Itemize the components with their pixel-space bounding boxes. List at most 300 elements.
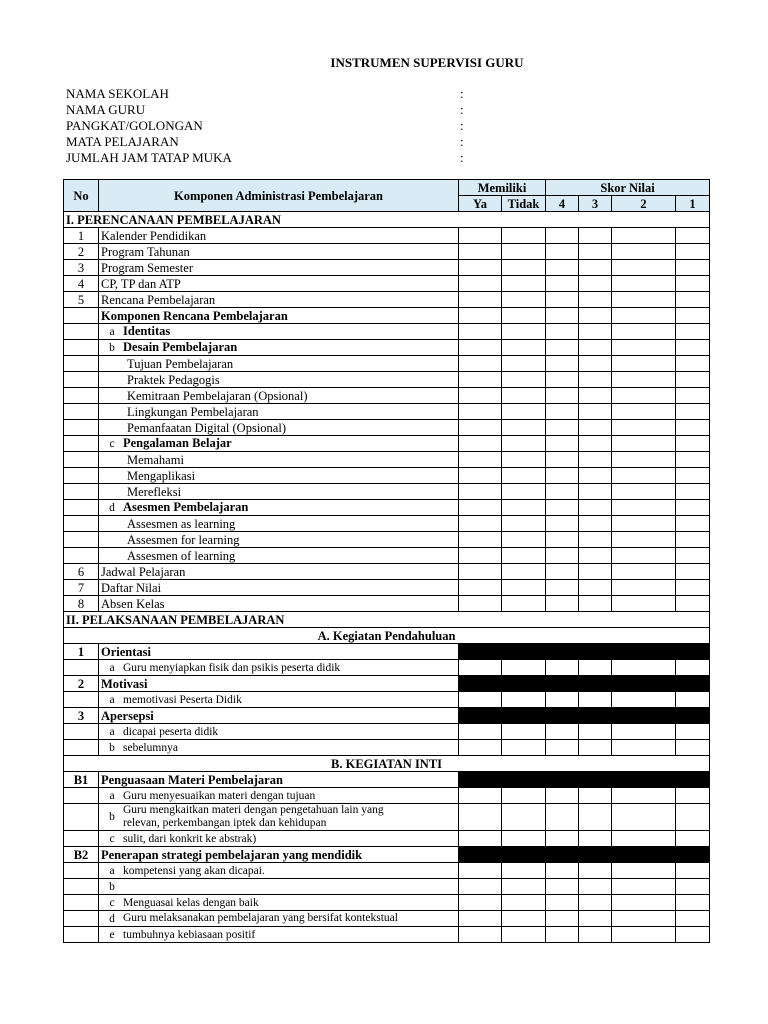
score-cell[interactable] bbox=[612, 276, 676, 292]
checkbox-cell[interactable] bbox=[502, 372, 546, 388]
header-row bbox=[64, 180, 710, 196]
row-number: 8 bbox=[64, 596, 99, 612]
score-cell[interactable] bbox=[612, 388, 676, 404]
score-cell[interactable] bbox=[579, 436, 612, 452]
checkbox-cell[interactable] bbox=[502, 244, 546, 260]
checkbox-cell[interactable] bbox=[459, 292, 502, 308]
score-cell[interactable] bbox=[579, 356, 612, 372]
score-cell[interactable] bbox=[579, 244, 612, 260]
checkbox-cell[interactable] bbox=[459, 879, 502, 895]
col-skor-header: Skor Nilai bbox=[546, 180, 710, 196]
score-cell[interactable] bbox=[676, 724, 710, 740]
table-row bbox=[64, 372, 710, 388]
row-label: Mengaplikasi bbox=[99, 468, 459, 484]
table-row bbox=[64, 404, 710, 420]
score-cell[interactable] bbox=[676, 404, 710, 420]
table-row bbox=[64, 911, 710, 927]
score-cell[interactable] bbox=[579, 548, 612, 564]
black-bar bbox=[459, 708, 710, 724]
score-cell[interactable] bbox=[676, 324, 710, 340]
score-cell[interactable] bbox=[546, 468, 579, 484]
score-cell[interactable] bbox=[546, 372, 579, 388]
checkbox-cell[interactable] bbox=[502, 831, 546, 847]
subsection-row bbox=[64, 628, 710, 644]
score-cell[interactable] bbox=[676, 372, 710, 388]
score-cell[interactable] bbox=[612, 596, 676, 612]
score-cell[interactable] bbox=[612, 804, 676, 831]
checkbox-cell[interactable] bbox=[502, 324, 546, 340]
score-cell[interactable] bbox=[546, 804, 579, 831]
row-label-text: Guru melaksanakan pembelajaran yang bersifat kontekstual bbox=[123, 912, 398, 924]
subsection-title: B. KEGIATAN INTI bbox=[64, 756, 710, 772]
score-cell[interactable] bbox=[676, 863, 710, 879]
score-cell[interactable] bbox=[546, 740, 579, 756]
checkbox-cell[interactable] bbox=[502, 276, 546, 292]
checkbox-cell[interactable] bbox=[502, 564, 546, 580]
section-title: II. PELAKSANAAN PEMBELAJARAN bbox=[64, 612, 710, 628]
score-cell[interactable] bbox=[579, 532, 612, 548]
score-cell[interactable] bbox=[546, 564, 579, 580]
score-cell[interactable] bbox=[579, 804, 612, 831]
checkbox-cell[interactable] bbox=[502, 580, 546, 596]
score-cell[interactable] bbox=[579, 895, 612, 911]
info-row bbox=[66, 150, 464, 166]
score-cell[interactable] bbox=[546, 516, 579, 532]
checkbox-cell[interactable] bbox=[502, 596, 546, 612]
section-row bbox=[64, 212, 710, 228]
checkbox-cell[interactable] bbox=[502, 292, 546, 308]
score-cell[interactable] bbox=[546, 292, 579, 308]
score-cell[interactable] bbox=[546, 276, 579, 292]
row-label bbox=[99, 911, 459, 927]
row-label: Assesmen as learning bbox=[99, 516, 459, 532]
checkbox-cell[interactable] bbox=[459, 276, 502, 292]
row-number: 3 bbox=[64, 708, 99, 724]
score-cell[interactable] bbox=[579, 788, 612, 804]
score-cell[interactable] bbox=[612, 740, 676, 756]
row-label bbox=[99, 863, 459, 879]
checkbox-cell[interactable] bbox=[502, 660, 546, 676]
row-letter: a bbox=[109, 790, 115, 802]
score-cell[interactable] bbox=[579, 292, 612, 308]
score-cell[interactable] bbox=[676, 596, 710, 612]
row-label: Kalender Pendidikan bbox=[99, 228, 459, 244]
score-cell[interactable] bbox=[676, 692, 710, 708]
score-cell[interactable] bbox=[676, 292, 710, 308]
score-cell[interactable] bbox=[612, 372, 676, 388]
score-cell[interactable] bbox=[612, 292, 676, 308]
score-cell[interactable] bbox=[546, 404, 579, 420]
table-row bbox=[64, 484, 710, 500]
score-cell[interactable] bbox=[579, 911, 612, 927]
checkbox-cell[interactable] bbox=[459, 564, 502, 580]
score-cell[interactable] bbox=[676, 804, 710, 831]
score-cell[interactable] bbox=[676, 228, 710, 244]
table-row bbox=[64, 548, 710, 564]
score-cell[interactable] bbox=[676, 436, 710, 452]
score-cell[interactable] bbox=[579, 863, 612, 879]
score-cell[interactable] bbox=[546, 324, 579, 340]
row-label bbox=[99, 436, 459, 452]
row-letter: d bbox=[109, 502, 115, 514]
info-label: NAMA GURU bbox=[66, 102, 146, 117]
checkbox-cell[interactable] bbox=[459, 244, 502, 260]
checkbox-cell[interactable] bbox=[459, 660, 502, 676]
score-cell[interactable] bbox=[676, 564, 710, 580]
col-memiliki-header: Memiliki bbox=[459, 180, 546, 196]
checkbox-cell[interactable] bbox=[502, 404, 546, 420]
document-title: INSTRUMEN SUPERVISI GURU bbox=[330, 55, 524, 70]
group-row bbox=[64, 847, 710, 863]
score-cell[interactable] bbox=[612, 863, 676, 879]
table-row bbox=[64, 468, 710, 484]
score-cell[interactable] bbox=[612, 484, 676, 500]
row-label-text: Menguasai kelas dengan baik bbox=[123, 897, 259, 909]
checkbox-cell[interactable] bbox=[459, 356, 502, 372]
score-cell[interactable] bbox=[579, 452, 612, 468]
score-cell[interactable] bbox=[579, 260, 612, 276]
row-label: Rencana Pembelajaran bbox=[99, 292, 459, 308]
score-cell[interactable] bbox=[676, 388, 710, 404]
row-letter: c bbox=[109, 438, 115, 450]
score-cell[interactable] bbox=[612, 788, 676, 804]
score-cell[interactable] bbox=[546, 484, 579, 500]
score-cell[interactable] bbox=[546, 660, 579, 676]
score-cell[interactable] bbox=[612, 724, 676, 740]
score-cell[interactable] bbox=[612, 580, 676, 596]
checkbox-cell[interactable] bbox=[459, 596, 502, 612]
checkbox-cell[interactable] bbox=[459, 228, 502, 244]
score-cell[interactable] bbox=[676, 452, 710, 468]
checkbox-cell[interactable] bbox=[502, 356, 546, 372]
checkbox-cell[interactable] bbox=[459, 580, 502, 596]
checkbox-cell[interactable] bbox=[502, 452, 546, 468]
score-cell[interactable] bbox=[676, 740, 710, 756]
score-cell[interactable] bbox=[612, 260, 676, 276]
score-cell[interactable] bbox=[579, 879, 612, 895]
score-cell[interactable] bbox=[612, 356, 676, 372]
score-cell[interactable] bbox=[612, 468, 676, 484]
score-cell[interactable] bbox=[676, 911, 710, 927]
checkbox-cell[interactable] bbox=[502, 532, 546, 548]
row-letter: a bbox=[109, 662, 115, 674]
checkbox-cell[interactable] bbox=[459, 484, 502, 500]
score-cell[interactable] bbox=[546, 500, 579, 516]
score-cell[interactable] bbox=[546, 692, 579, 708]
score-cell[interactable] bbox=[546, 863, 579, 879]
row-label bbox=[99, 740, 459, 756]
checkbox-cell[interactable] bbox=[459, 260, 502, 276]
score-cell[interactable] bbox=[676, 260, 710, 276]
col-tidak-header: Tidak bbox=[502, 196, 546, 212]
checkbox-cell[interactable] bbox=[502, 863, 546, 879]
score-cell[interactable] bbox=[579, 228, 612, 244]
score-cell[interactable] bbox=[579, 692, 612, 708]
checkbox-cell[interactable] bbox=[459, 324, 502, 340]
table-row bbox=[64, 500, 710, 516]
score-cell[interactable] bbox=[579, 484, 612, 500]
score-cell[interactable] bbox=[612, 660, 676, 676]
row-label bbox=[99, 831, 459, 847]
score-cell[interactable] bbox=[579, 324, 612, 340]
row-label-text: Guru menyiapkan fisik dan psikis peserta didik bbox=[123, 662, 341, 674]
checkbox-cell[interactable] bbox=[502, 692, 546, 708]
score-cell[interactable] bbox=[579, 740, 612, 756]
info-label: PANGKAT/GOLONGAN bbox=[66, 118, 203, 133]
score-cell[interactable] bbox=[612, 452, 676, 468]
checkbox-cell[interactable] bbox=[459, 388, 502, 404]
row-label bbox=[99, 895, 459, 911]
table-row bbox=[64, 879, 710, 895]
table-row bbox=[64, 244, 710, 260]
score-cell[interactable] bbox=[579, 500, 612, 516]
score-cell[interactable] bbox=[579, 276, 612, 292]
score-cell[interactable] bbox=[579, 564, 612, 580]
group-row bbox=[64, 772, 710, 788]
row-label bbox=[99, 324, 459, 340]
score-cell[interactable] bbox=[612, 436, 676, 452]
score-cell[interactable] bbox=[579, 831, 612, 847]
checkbox-cell[interactable] bbox=[459, 516, 502, 532]
score-cell[interactable] bbox=[676, 468, 710, 484]
row-label bbox=[99, 340, 459, 356]
checkbox-cell[interactable] bbox=[502, 388, 546, 404]
score-cell[interactable] bbox=[676, 356, 710, 372]
score-cell[interactable] bbox=[546, 420, 579, 436]
row-label: Pemanfaatan Digital (Opsional) bbox=[99, 420, 459, 436]
checkbox-cell[interactable] bbox=[459, 548, 502, 564]
score-cell[interactable] bbox=[579, 340, 612, 356]
score-cell[interactable] bbox=[676, 895, 710, 911]
col-score-1-header: 1 bbox=[676, 196, 710, 212]
info-label: NAMA SEKOLAH bbox=[66, 86, 169, 101]
row-label: Kemitraan Pembelajaran (Opsional) bbox=[99, 388, 459, 404]
score-cell[interactable] bbox=[546, 788, 579, 804]
score-cell[interactable] bbox=[546, 388, 579, 404]
table-row bbox=[64, 420, 710, 436]
table-row bbox=[64, 788, 710, 804]
score-cell[interactable] bbox=[612, 404, 676, 420]
checkbox-cell[interactable] bbox=[459, 452, 502, 468]
table-row bbox=[64, 740, 710, 756]
checkbox-cell[interactable] bbox=[502, 260, 546, 276]
row-number: 1 bbox=[64, 644, 99, 660]
score-cell[interactable] bbox=[676, 580, 710, 596]
score-cell[interactable] bbox=[612, 831, 676, 847]
score-cell[interactable] bbox=[612, 911, 676, 927]
score-cell[interactable] bbox=[546, 340, 579, 356]
info-colon: : bbox=[460, 102, 464, 117]
score-cell[interactable] bbox=[579, 660, 612, 676]
table-row bbox=[64, 356, 710, 372]
table-row bbox=[64, 692, 710, 708]
score-cell[interactable] bbox=[546, 927, 579, 943]
score-cell[interactable] bbox=[676, 516, 710, 532]
score-cell[interactable] bbox=[612, 879, 676, 895]
checkbox-cell[interactable] bbox=[502, 500, 546, 516]
score-cell[interactable] bbox=[612, 564, 676, 580]
section-row bbox=[64, 612, 710, 628]
score-cell[interactable] bbox=[676, 927, 710, 943]
score-cell[interactable] bbox=[676, 831, 710, 847]
checkbox-cell[interactable] bbox=[459, 372, 502, 388]
score-cell[interactable] bbox=[676, 532, 710, 548]
checkbox-cell[interactable] bbox=[459, 831, 502, 847]
row-label bbox=[99, 927, 459, 943]
row-label-text: kompetensi yang akan dicapai. bbox=[123, 865, 265, 877]
score-cell[interactable] bbox=[546, 228, 579, 244]
score-cell[interactable] bbox=[612, 228, 676, 244]
score-cell[interactable] bbox=[546, 724, 579, 740]
checkbox-cell[interactable] bbox=[502, 484, 546, 500]
checkbox-cell[interactable] bbox=[459, 724, 502, 740]
row-label-text: Guru menyesuaikan materi dengan tujuan bbox=[123, 790, 316, 802]
table-row bbox=[64, 580, 710, 596]
checkbox-cell[interactable] bbox=[459, 404, 502, 420]
row-label: Penguasaan Materi Pembelajaran bbox=[99, 772, 459, 788]
score-cell[interactable] bbox=[546, 356, 579, 372]
score-cell[interactable] bbox=[546, 532, 579, 548]
checkbox-cell[interactable] bbox=[502, 804, 546, 831]
checkbox-cell[interactable] bbox=[502, 340, 546, 356]
checkbox-cell[interactable] bbox=[502, 548, 546, 564]
checkbox-cell[interactable] bbox=[459, 927, 502, 943]
score-cell[interactable] bbox=[676, 276, 710, 292]
table-row bbox=[64, 388, 710, 404]
score-cell[interactable] bbox=[612, 895, 676, 911]
checkbox-cell[interactable] bbox=[459, 532, 502, 548]
checkbox-cell[interactable] bbox=[459, 436, 502, 452]
row-number: 2 bbox=[64, 244, 99, 260]
checkbox-cell[interactable] bbox=[459, 500, 502, 516]
row-letter: a bbox=[109, 326, 115, 338]
checkbox-cell[interactable] bbox=[502, 516, 546, 532]
score-cell[interactable] bbox=[676, 500, 710, 516]
score-cell[interactable] bbox=[676, 484, 710, 500]
table-row bbox=[64, 340, 710, 356]
score-cell[interactable] bbox=[546, 895, 579, 911]
checkbox-cell[interactable] bbox=[502, 740, 546, 756]
score-cell[interactable] bbox=[579, 468, 612, 484]
checkbox-cell[interactable] bbox=[502, 911, 546, 927]
info-row bbox=[66, 86, 464, 102]
score-cell[interactable] bbox=[546, 436, 579, 452]
checkbox-cell[interactable] bbox=[502, 788, 546, 804]
score-cell[interactable] bbox=[676, 879, 710, 895]
score-cell[interactable] bbox=[676, 420, 710, 436]
score-cell[interactable] bbox=[612, 532, 676, 548]
checkbox-cell[interactable] bbox=[459, 788, 502, 804]
row-letter: b bbox=[109, 342, 115, 354]
score-cell[interactable] bbox=[612, 548, 676, 564]
black-bar bbox=[459, 772, 710, 788]
table-row bbox=[64, 564, 710, 580]
score-cell[interactable] bbox=[612, 244, 676, 260]
score-cell[interactable] bbox=[546, 879, 579, 895]
score-cell[interactable] bbox=[546, 831, 579, 847]
info-label: MATA PELAJARAN bbox=[66, 134, 179, 149]
score-cell[interactable] bbox=[612, 927, 676, 943]
score-cell[interactable] bbox=[579, 388, 612, 404]
row-label: Praktek Pedagogis bbox=[99, 372, 459, 388]
checkbox-cell[interactable] bbox=[502, 228, 546, 244]
black-bar bbox=[459, 644, 710, 660]
checkbox-cell[interactable] bbox=[459, 420, 502, 436]
checkbox-cell[interactable] bbox=[459, 468, 502, 484]
score-cell[interactable] bbox=[612, 516, 676, 532]
checkbox-cell[interactable] bbox=[459, 692, 502, 708]
checkbox-cell[interactable] bbox=[459, 804, 502, 831]
score-cell[interactable] bbox=[546, 244, 579, 260]
score-cell[interactable] bbox=[612, 420, 676, 436]
row-label: Program Tahunan bbox=[99, 244, 459, 260]
score-cell[interactable] bbox=[579, 372, 612, 388]
score-cell[interactable] bbox=[676, 660, 710, 676]
score-cell[interactable] bbox=[546, 596, 579, 612]
score-cell[interactable] bbox=[676, 340, 710, 356]
checkbox-cell[interactable] bbox=[502, 879, 546, 895]
checkbox-cell[interactable] bbox=[459, 911, 502, 927]
checkbox-cell[interactable] bbox=[459, 740, 502, 756]
score-cell[interactable] bbox=[579, 580, 612, 596]
checkbox-cell[interactable] bbox=[502, 468, 546, 484]
score-cell[interactable] bbox=[546, 580, 579, 596]
score-cell[interactable] bbox=[579, 724, 612, 740]
checkbox-cell[interactable] bbox=[502, 895, 546, 911]
score-cell[interactable] bbox=[546, 452, 579, 468]
row-label-text: Asesmen Pembelajaran bbox=[123, 500, 249, 514]
row-label bbox=[99, 692, 459, 708]
score-cell[interactable] bbox=[546, 911, 579, 927]
score-cell[interactable] bbox=[676, 548, 710, 564]
info-row bbox=[66, 134, 464, 150]
checkbox-cell[interactable] bbox=[502, 436, 546, 452]
table-row bbox=[64, 436, 710, 452]
score-cell[interactable] bbox=[676, 244, 710, 260]
table-row bbox=[64, 308, 710, 324]
row-letter: a bbox=[109, 865, 115, 877]
checkbox-cell[interactable] bbox=[459, 340, 502, 356]
row-label-text: Guru mengkaitkan materi dengan pengetahuan lain yang relevan, perkembangan iptek dan kehidupan bbox=[123, 804, 384, 829]
checkbox-cell[interactable] bbox=[459, 895, 502, 911]
score-cell[interactable] bbox=[579, 596, 612, 612]
row-label: Assesmen of learning bbox=[99, 548, 459, 564]
col-no-header: No bbox=[64, 180, 99, 212]
info-colon: : bbox=[460, 150, 464, 165]
info-colon: : bbox=[460, 134, 464, 149]
score-cell[interactable] bbox=[612, 500, 676, 516]
table-row bbox=[64, 276, 710, 292]
score-cell[interactable] bbox=[676, 788, 710, 804]
row-letter: c bbox=[109, 833, 115, 845]
score-cell[interactable] bbox=[579, 420, 612, 436]
col-score-3-header: 3 bbox=[579, 196, 612, 212]
score-cell[interactable] bbox=[546, 548, 579, 564]
checkbox-cell[interactable] bbox=[502, 420, 546, 436]
score-cell[interactable] bbox=[612, 692, 676, 708]
score-cell[interactable] bbox=[612, 340, 676, 356]
score-cell[interactable] bbox=[612, 324, 676, 340]
score-cell[interactable] bbox=[579, 516, 612, 532]
checkbox-cell[interactable] bbox=[502, 927, 546, 943]
checkbox-cell[interactable] bbox=[459, 863, 502, 879]
info-row bbox=[66, 102, 464, 118]
col-komponen-header: Komponen Administrasi Pembelajaran bbox=[99, 180, 459, 212]
score-cell[interactable] bbox=[579, 404, 612, 420]
score-cell[interactable] bbox=[546, 260, 579, 276]
checkbox-cell[interactable] bbox=[502, 724, 546, 740]
score-cell[interactable] bbox=[579, 927, 612, 943]
